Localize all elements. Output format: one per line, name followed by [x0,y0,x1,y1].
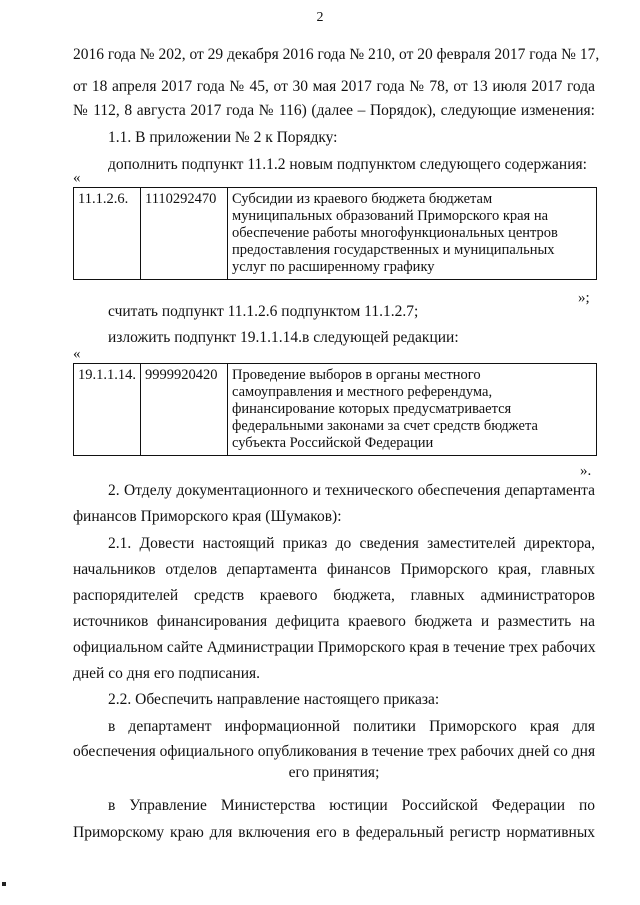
text-line: дополнить подпункт 11.1.2 новым подпунктом следующего содержания: [108,156,587,173]
text-line: распорядителей средств краевого бюджета, главных администраторов [73,587,595,604]
text-line: в Управление Министерства юстиции Российской Федерации по [108,797,595,814]
desc-line: субъекта Российской Федерации [232,435,434,451]
desc-line: Субсидии из краевого бюджета бюджетам [232,191,493,207]
table-cell-code: 19.1.1.14. [74,364,141,456]
desc-line: муниципальных образований Приморского края на [232,208,549,224]
desc-line: самоуправления и местного референдума, [232,384,493,400]
desc-line: услуг по расширенному графику [232,259,435,275]
text-line: обеспечения официального опубликования в течение трех рабочих дней со дня [73,743,596,760]
desc-line: обеспечение работы многофункциональных центров [232,225,558,241]
text-line: 1.1. В приложении № 2 к Порядку: [108,129,338,146]
table-cell-code: 11.1.2.6. [74,188,141,280]
text-line: начальников отделов департамента финансов Приморского края, главных [73,561,595,578]
table-row [74,188,597,280]
text-line: Приморскому краю для включения его в федеральный регистр нормативных [73,824,595,841]
table-subsidy [73,187,597,280]
quote-open: « [73,170,81,186]
desc-line: предоставления государственных и муниципальных [232,242,555,258]
desc-line: федеральными законами за счет средств бюджета [232,418,538,434]
text-line: финансов Приморского края (Шумаков): [73,508,342,525]
table-cell-description [228,188,597,280]
text-line: 2.1. Довести настоящий приказ до сведения заместителей директора, [108,535,595,552]
text-line: 2.2. Обеспечить направление настоящего приказа: [108,691,440,708]
text-line: официальном сайте Администрации Приморского края в течение трех рабочих [73,639,596,656]
desc-line: финансирование которых предусматривается [232,401,512,417]
desc-line: Проведение выборов в органы местного [232,367,481,383]
table-cell-kbk: 1110292470 [141,188,228,280]
text-line: его принятия; [288,764,380,781]
table-cell-kbk: 9999920420 [141,364,228,456]
quote-open: « [73,346,81,362]
table-elections [73,363,597,456]
text-line: от 18 апреля 2017 года № 45, от 30 мая 2017 года № 78, от 13 июля 2017 года [73,78,595,95]
page-number: 2 [316,10,324,25]
text-line: № 112, 8 августа 2017 года № 116) (далее – Порядок), следующие изменения: [73,102,595,119]
text-line: 2. Отделу документационного и технического обеспечения департамента [108,482,595,499]
text-line: изложить подпункт 19.1.1.14.в следующей редакции: [108,329,459,346]
text-line: 2016 года № 202, от 29 декабря 2016 года № 210, от 20 февраля 2017 года № 17, [73,46,600,63]
table-cell-description [228,364,597,456]
scan-artifact [2,882,6,886]
table-row [74,364,597,456]
quote-close: ». [580,463,592,479]
quote-close: »; [578,290,590,306]
text-line: дней со дня его подписания. [73,665,261,682]
text-line: считать подпункт 11.1.2.6 подпунктом 11.1.2.7; [108,303,419,320]
text-line: источников финансирования дефицита краевого бюджета и разместить на [73,613,595,630]
text-line: в департамент информационной политики Приморского края для [108,718,595,735]
